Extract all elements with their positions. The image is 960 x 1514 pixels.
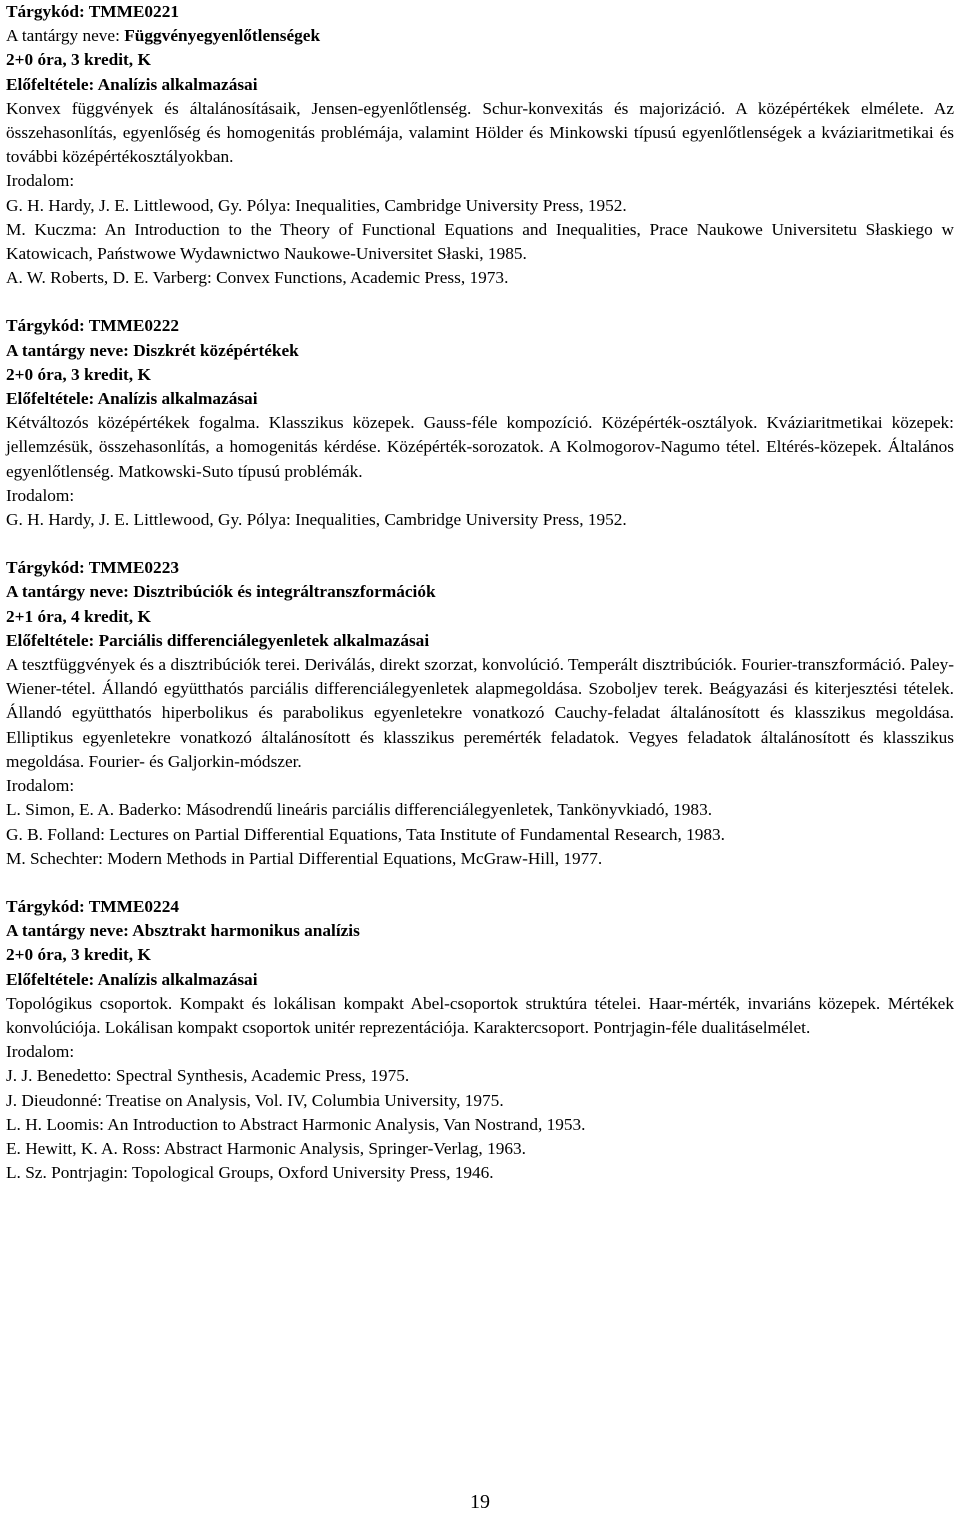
- course-name-label: A tantárgy neve:: [6, 26, 120, 46]
- page-number: 19: [470, 1491, 490, 1513]
- course-code: Tárgykód: TMME0221: [6, 2, 179, 21]
- document-page: [6, 0, 954, 1185]
- course-name-value: Diszkrét középértékek: [133, 340, 299, 360]
- reference-item: L. H. Loomis: An Introduction to Abstract Harmonic Analysis, Van Nostrand, 1953.: [6, 1114, 586, 1134]
- course-tmme0223: [6, 556, 954, 871]
- reference-item: G. H. Hardy, J. E. Littlewood, Gy. Pólya: Inequalities, Cambridge University Press, 1952.: [6, 195, 627, 215]
- course-name-value: Függvényegyenlőtlenségek: [124, 26, 321, 46]
- course-prerequisite: Előfeltétele: Analízis alkalmazásai: [6, 74, 258, 94]
- reference-item: L. Sz. Pontrjagin: Topological Groups, Oxford University Press, 1946.: [6, 1163, 494, 1183]
- course-name-value: Disztribúciók és integráltranszformációk: [133, 582, 436, 602]
- course-prerequisite: Előfeltétele: Parciális differenciálegyenletek alkalmazásai: [6, 630, 430, 650]
- course-name-label: A tantárgy neve:: [6, 582, 129, 602]
- course-tmme0222: [6, 314, 954, 532]
- reference-item: L. Simon, E. A. Baderko: Másodrendű lineáris parciális differenciálegyenletek, Tankönyvkiadó, 1983.: [6, 800, 713, 820]
- course-name: [6, 339, 954, 363]
- course-hours: 2+0 óra, 3 kredit, K: [6, 945, 151, 965]
- literature-label: Irodalom:: [6, 776, 75, 796]
- course-prerequisite: Előfeltétele: Analízis alkalmazásai: [6, 969, 258, 989]
- reference-item: A. W. Roberts, D. E. Varberg: Convex Functions, Academic Press, 1973.: [6, 268, 509, 288]
- course-description: A tesztfüggvények és a disztribúciók terei. Deriválás, direkt szorzat, konvolúció. Temperált disztribúciók. Fourier-transzformáció. Paley-Wiener-tétel. Állandó együtthatós parciális differenciálegyenletek alapmegoldása. Szoboljev terek. Beágyazási és kiterjesztési tételek. Állandó együtthatós hiperbolikus és parabolikus egyenletekre vonatkozó Cauchy-feladat általánosított és klasszikus megoldása. Elliptikus egyenletekre vonatkozó általánosított és klasszikus peremérték feladatok. Vegyes feladatok általánosított és klasszikus megoldása. Fourier- és Galjorkin-módszer.: [6, 655, 954, 771]
- course-tmme0221: [6, 0, 954, 290]
- reference-item: J. Dieudonné: Treatise on Analysis, Vol. IV, Columbia University, 1975.: [6, 1090, 504, 1110]
- course-prerequisite: Előfeltétele: Analízis alkalmazásai: [6, 389, 258, 409]
- reference-item: G. B. Folland: Lectures on Partial Differential Equations, Tata Institute of Fundamental Research, 1983.: [6, 824, 725, 844]
- course-name-label: A tantárgy neve:: [6, 340, 129, 360]
- course-description: Kétváltozós középértékek fogalma. Klasszikus közepek. Gauss-féle kompozíció. Középérték-osztályok. Kváziaritmetikai közepek: jellemzésük, összehasonlítás, a homogenitás kérdése. Középérték-sorozatok. A Kolmogorov-Nagumo tétel. Eltérés-közepek. Általános egyenlőtlenség. Matkowski-Suto típusú problémák.: [6, 413, 954, 481]
- literature-label: Irodalom:: [6, 171, 75, 191]
- course-name: [6, 919, 954, 943]
- course-code: Tárgykód: TMME0223: [6, 558, 179, 578]
- course-code: Tárgykód: TMME0222: [6, 316, 179, 336]
- course-code: Tárgykód: TMME0224: [6, 896, 179, 916]
- course-hours: 2+0 óra, 3 kredit, K: [6, 50, 151, 70]
- reference-item: M. Kuczma: An Introduction to the Theory of Functional Equations and Inequalities, Prace Naukowe Universitetu Słaskiego w Katowicach, Państwowe Wydawnictwo Naukowe-Universitet Słaski, 1985.: [6, 219, 954, 264]
- literature-label: Irodalom:: [6, 1042, 75, 1062]
- course-name: [6, 580, 954, 604]
- reference-item: M. Schechter: Modern Methods in Partial Differential Equations, McGraw-Hill, 1977.: [6, 848, 603, 868]
- course-name: [6, 24, 954, 48]
- course-name-label: A tantárgy neve:: [6, 921, 129, 941]
- course-name-value: Absztrakt harmonikus analízis: [132, 921, 360, 941]
- course-hours: 2+1 óra, 4 kredit, K: [6, 606, 151, 626]
- literature-label: Irodalom:: [6, 485, 75, 505]
- reference-item: E. Hewitt, K. A. Ross: Abstract Harmonic Analysis, Springer-Verlag, 1963.: [6, 1138, 526, 1158]
- course-description: Topológikus csoportok. Kompakt és lokálisan kompakt Abel-csoportok struktúra tételei. Haar-mérték, invariáns közepek. Mértékek konvolúciója. Lokálisan kompakt csoportok unitér reprezentációja. Karaktercsoport. Pontrjagin-féle dualitáselmélet.: [6, 993, 954, 1037]
- course-tmme0224: [6, 895, 954, 1185]
- reference-item: G. H. Hardy, J. E. Littlewood, Gy. Pólya: Inequalities, Cambridge University Press, 1952.: [6, 510, 627, 530]
- reference-item: J. J. Benedetto: Spectral Synthesis, Academic Press, 1975.: [6, 1066, 410, 1086]
- course-hours: 2+0 óra, 3 kredit, K: [6, 364, 151, 384]
- course-description: Konvex függvények és általánosításaik, Jensen-egyenlőtlenség. Schur-konvexitás és majorizáció. A középértékek elmélete. Az összehasonlítás, egyenlőség és homogenitás problémája, valamint Hölder és Minkowski típusú egyenlőtlenségek a kváziaritmetikai és további középértékosztályokban.: [6, 98, 954, 167]
